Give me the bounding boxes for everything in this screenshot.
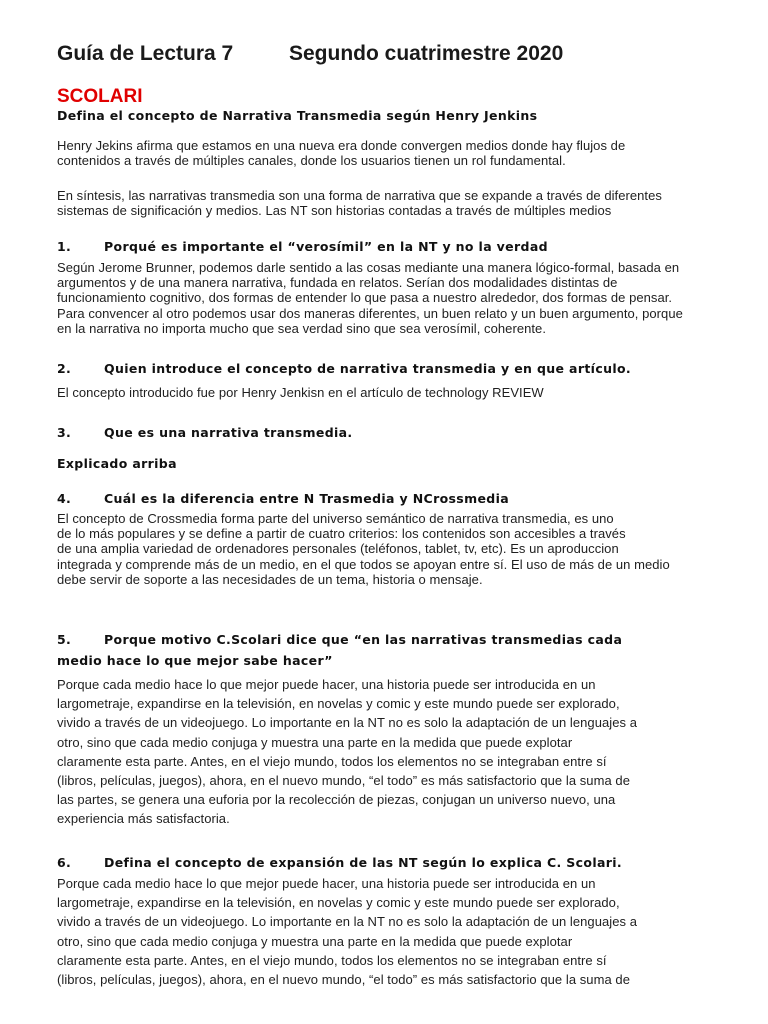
- text-line: sistemas de significación y medios. Las NT son historias contadas a través de múltiples medios: [57, 203, 612, 219]
- question-5-heading: [57, 629, 697, 671]
- question-3-answer: Explicado arriba: [57, 456, 177, 471]
- question-number: 5.: [57, 632, 72, 647]
- text-line: El concepto de Crossmedia forma parte del universo semántico de narrativa transmedia, es uno: [57, 511, 614, 526]
- text-line: Según Jerome Brunner, podemos darle sentido a las cosas mediante una manera lógico-formal, basada en: [57, 260, 680, 275]
- question-3-heading: [57, 425, 353, 440]
- question-2-heading: [57, 361, 631, 376]
- question-number: 1.: [57, 239, 72, 254]
- text-line: contenidos a través de múltiples canales, donde los usuarios tienen un rol fundamental.: [57, 153, 566, 169]
- question-title: Cuál es la diferencia entre N Trasmedia y NCrossmedia: [104, 491, 510, 506]
- text-line: en la narrativa no importa mucho que sea verdad sino que sea verosímil, coherente.: [57, 320, 546, 336]
- text-line: las partes, se genera una euforia por la recolección de piezas, conjugan un universo nuevo, una: [57, 792, 616, 808]
- question-2-answer: [57, 385, 717, 400]
- text-line: debe servir de soporte a las necesidades de un tema, historia o mensaje.: [57, 571, 483, 587]
- question-number: 3.: [57, 425, 72, 440]
- text-line: largometraje, expandirse en la televisión, en novelas y comic y este mundo puede ser explorado,: [57, 696, 620, 712]
- question-4-answer: [57, 511, 717, 587]
- text-line: vivido a través de un videojuego. Lo importante en la NT no es solo la adaptación de un lenguajes a: [57, 914, 637, 930]
- question-number: 6.: [57, 855, 72, 870]
- text-line: experiencia más satisfactoria.: [57, 811, 230, 827]
- text-line: otro, sino que cada medio conjuga y muestra una parte en la medida que puede explotar: [57, 734, 573, 750]
- question-title: Que es una narrativa transmedia.: [104, 425, 353, 440]
- text-line: Para convencer al otro podemos usar dos maneras diferentes, un buen relato y un buen argumento, porque: [57, 305, 683, 321]
- text-line: integrada y comprende más de un medio, en el que todos se apoyan entre sí. El uso de más de un medio: [57, 556, 670, 572]
- text-line: vivido a través de un videojuego. Lo importante en la NT no es solo la adaptación de un lenguajes a: [57, 715, 637, 731]
- intro-paragraph-1: [57, 138, 717, 168]
- question-5-answer: [57, 675, 717, 829]
- question-1-answer: [57, 260, 717, 336]
- question-1-heading: [57, 239, 548, 254]
- question-title: Quien introduce el concepto de narrativa transmedia y en que artículo.: [104, 361, 631, 376]
- text-line: Porque cada medio hace lo que mejor puede hacer, una historia puede ser introducida en un: [57, 677, 596, 692]
- question-title: Defina el concepto de expansión de las NT según lo explica C. Scolari.: [104, 855, 622, 870]
- text-line: El concepto introducido fue por Henry Jenkisn en el artículo de technology REVIEW: [57, 385, 544, 400]
- text-line: (libros, películas, juegos), ahora, en el nuevo mundo, “el todo” es más satisfactorio que la suma de: [57, 773, 630, 789]
- question-4-heading: [57, 491, 509, 506]
- intro-paragraph-2: [57, 188, 717, 218]
- text-line: de lo más populares y se define a partir de cuatro criterios: los contenidos son accesibles a través: [57, 526, 626, 542]
- text-line: de una amplia variedad de ordenadores personales (teléfonos, tablet, tv, etc). Es un aproduccion: [57, 541, 619, 557]
- question-title-line: medio hace lo que mejor sabe hacer”: [57, 653, 333, 668]
- text-line: argumentos y de una manera narrativa, fundada en relatos. Serían dos modalidades distintas de: [57, 275, 618, 291]
- question-title: Porqué es importante el “verosímil” en la NT y no la verdad: [104, 239, 548, 254]
- text-line: Porque cada medio hace lo que mejor puede hacer, una historia puede ser introducida en un: [57, 876, 596, 891]
- question-6-answer: [57, 874, 717, 989]
- text-line: claramente esta parte. Antes, en el viejo mundo, todos los elementos no se integraban entre sí: [57, 952, 607, 968]
- text-line: (libros, películas, juegos), ahora, en el nuevo mundo, “el todo” es más satisfactorio que la suma de: [57, 972, 630, 988]
- section-subtitle: Defina el concepto de Narrativa Transmedia según Henry Jenkins: [57, 108, 538, 123]
- text-line: claramente esta parte. Antes, en el viejo mundo, todos los elementos no se integraban entre sí: [57, 753, 607, 769]
- page-subtitle-semester: Segundo cuatrimestre 2020: [289, 42, 564, 65]
- section-label: SCOLARI: [57, 86, 143, 107]
- text-line: Henry Jekins afirma que estamos en una nueva era donde convergen medios donde hay flujos de: [57, 138, 626, 153]
- question-6-heading: [57, 855, 622, 870]
- question-number: 4.: [57, 491, 72, 506]
- text-line: funcionamiento cognitivo, dos formas de entender lo que pasa a nuestro alrededor, dos formas de pensar.: [57, 290, 673, 306]
- text-line: largometraje, expandirse en la televisión, en novelas y comic y este mundo puede ser explorado,: [57, 895, 620, 911]
- text-line: otro, sino que cada medio conjuga y muestra una parte en la medida que puede explotar: [57, 933, 573, 949]
- page-title: Guía de Lectura 7: [57, 42, 234, 65]
- question-title-line: Porque motivo C.Scolari dice que “en las narrativas transmedias cada: [104, 632, 623, 647]
- text-line: En síntesis, las narrativas transmedia son una forma de narrativa que se expande a través de diferentes: [57, 188, 662, 203]
- question-number: 2.: [57, 361, 72, 376]
